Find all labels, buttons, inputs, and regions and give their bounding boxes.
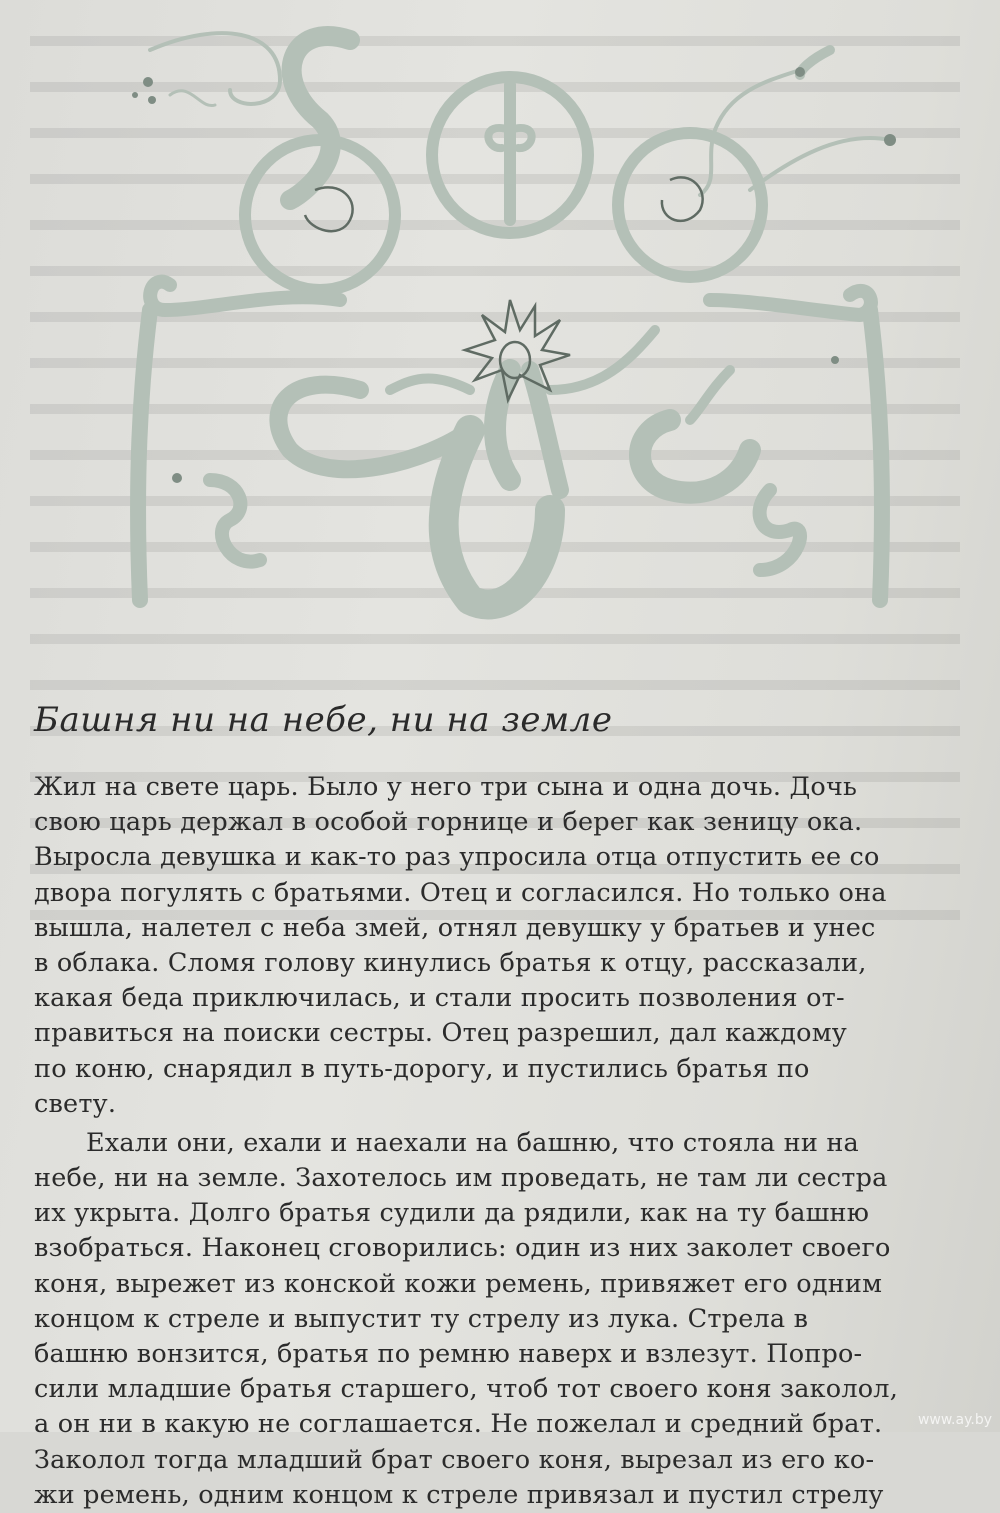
text-line: небе, ни на земле. Захотелось им проведать, не там ли сестра [34,1163,888,1194]
text-line: взобраться. Наконец сговорились: один из них заколет своего [34,1233,891,1264]
text-line: а он ни в какую не соглашается. Не пожелал и средний брат. [34,1409,883,1440]
right-medallion [618,133,762,277]
story-body [34,770,944,1513]
text-line: концом к стреле и выпустит ту стрелу из лука. Стрела в [34,1303,809,1334]
text-line: сили младшие братья старшего, чтоб тот своего коня заколол, [34,1374,898,1405]
text-line: Жил на свете царь. Было у него три сына и одна дочь. Дочь [34,772,858,802]
text-line: Заколол тогда младший брат своего коня, вырезал из его ко- [34,1444,875,1475]
text-line: в облака. Сломя голову кинулись братья к отцу, рассказали, [34,947,867,978]
text-line: вышла, налетел с неба змей, отнял девушку у братьев и унес [34,912,876,943]
mermaid-illustration [110,10,910,650]
paragraph-1 [34,770,944,1122]
text-line: какая беда приключилась, и стали просить позволения от- [34,983,845,1014]
text-line: по коню, снарядил в путь-дорогу, и пустились братья по [34,1053,810,1084]
paragraph-2 [34,1126,944,1513]
text-line: Выросла девушка и как-то раз упросила отца отпустить ее со [34,842,880,873]
text-line: свету. [34,1088,117,1119]
watermark: www.ay.by [917,1412,992,1428]
text-line: башню вонзится, братья по ремню наверх и взлезут. Попро- [34,1339,863,1369]
text-line: правиться на поиски сестры. Отец разрешил, дал каждому [34,1018,847,1049]
text-line: двора погулять с братьями. Отец и согласился. Но только она [34,877,887,908]
text-line: их укрыта. Долго братья судили да рядили, как на ту башню [34,1198,870,1229]
text-line: коня, вырежет из конской кожи ремень, привяжет его одним [34,1268,883,1299]
text-line: свою царь держал в особой горнице и берег как зеницу ока. [34,807,863,838]
text-line: Ехали они, ехали и наехали на башню, что стояла ни на [86,1127,859,1158]
text-line: жи ремень, одним концом к стреле привязал и пустил стрелу [34,1479,884,1510]
story-title: Башня ни на небе, ни на земле [34,700,613,740]
